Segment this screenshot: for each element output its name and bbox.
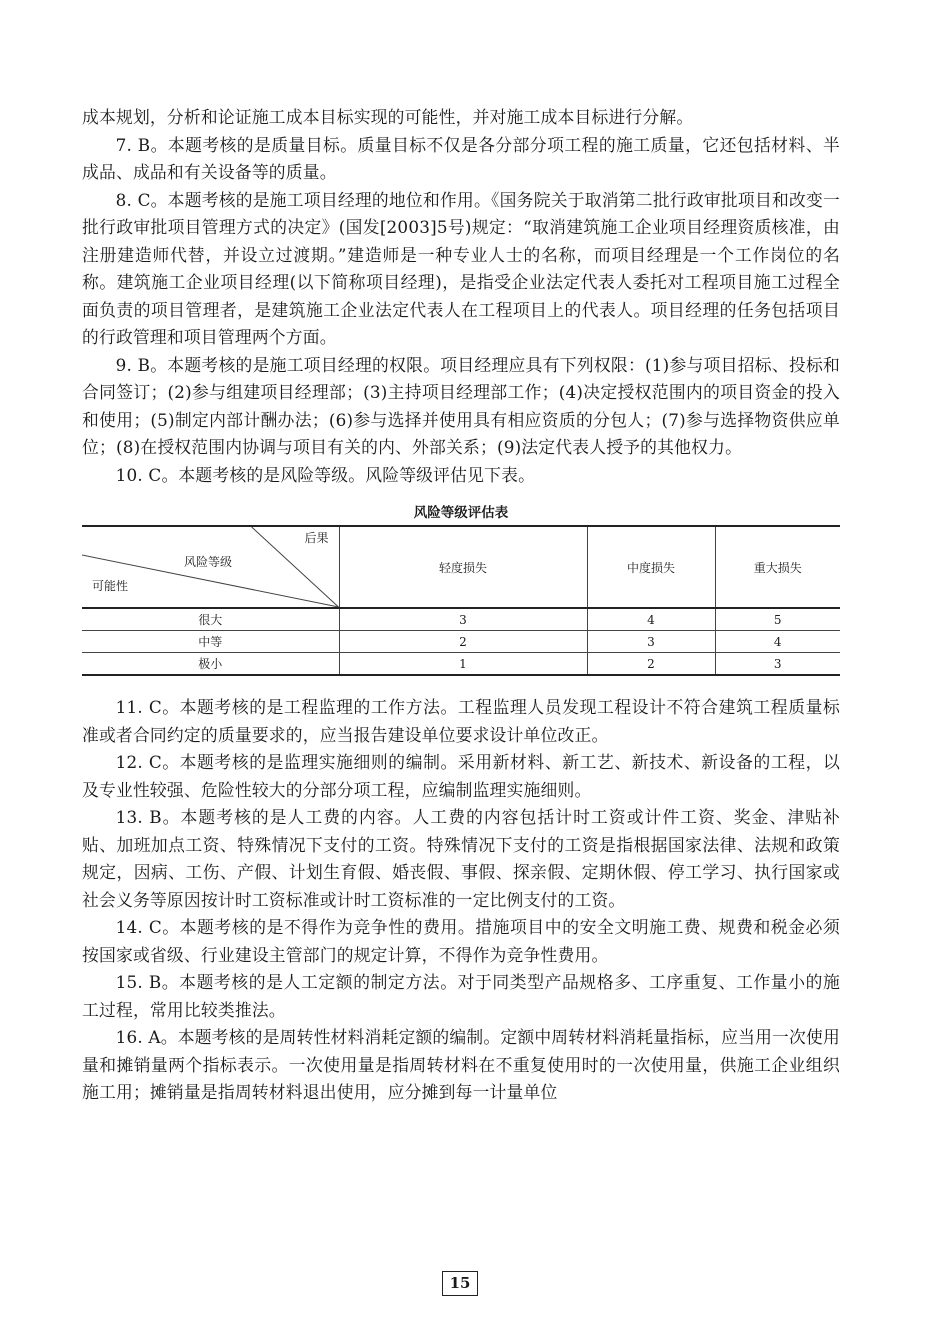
- table-cell: 1: [339, 653, 587, 676]
- table-header-row: [82, 526, 840, 608]
- table-row: [82, 653, 840, 676]
- table-cell: 4: [587, 608, 715, 631]
- risk-table-block: [82, 501, 840, 676]
- paragraph: 11. C。本题考核的是工程监理的工作方法。工程监理人员发现工程设计不符合建筑工程质量标准或者合同约定的质量要求的，应当报告建设单位要求设计单位改正。: [82, 697, 840, 745]
- table-cell: 5: [715, 608, 840, 631]
- col-header-minor-loss: 轻度损失: [339, 526, 587, 608]
- paragraphs-bottom: [82, 694, 840, 1107]
- paragraph: 12. C。本题考核的是监理实施细则的编制。采用新材料、新工艺、新技术、新设备的工程，以及专业性较强、危险性较大的分部分项工程，应编制监理实施细则。: [82, 752, 840, 800]
- table-cell: 3: [587, 631, 715, 653]
- risk-table: [82, 525, 840, 676]
- row-label: 很大: [82, 608, 339, 631]
- paragraph: 7. B。本题考核的是质量目标。质量目标不仅是各分部分项工程的施工质量，它还包括材料、半成品、成品和有关设备等的质量。: [82, 134, 840, 182]
- row-label: 极小: [82, 653, 339, 676]
- table-cell: 2: [587, 653, 715, 676]
- paragraph: 14. C。本题考核的是不得作为竞争性的费用。措施项目中的安全文明施工费、规费和税金必须按国家或省级、行业建设主管部门的规定计算，不得作为竞争性费用。: [82, 917, 840, 965]
- page-number: 15: [442, 1271, 478, 1296]
- paragraph: 15. B。本题考核的是人工定额的制定方法。对于同类型产品规格多、工序重复、工作量小的施工过程，常用比较类推法。: [82, 972, 840, 1020]
- col-header-major-loss: 重大损失: [715, 526, 840, 608]
- table-cell: 4: [715, 631, 840, 653]
- diag-label-possibility: 可能性: [92, 579, 129, 593]
- page-body: [82, 104, 840, 1107]
- paragraphs-top: [82, 104, 840, 489]
- diagonal-header-cell: [82, 526, 339, 608]
- col-header-moderate-loss: 中度损失: [587, 526, 715, 608]
- paragraph: 16. A。本题考核的是周转性材料消耗定额的编制。定额中周转材料消耗量指标，应当用一次使用量和摊销量两个指标表示。一次使用量是指周转材料在不重复使用时的一次使用量，供施工企业组织施工用；摊销量是指周转材料退出使用，应分摊到每一计量单位: [82, 1027, 840, 1102]
- paragraph: 成本规划，分析和论证施工成本目标实现的可能性，并对施工成本目标进行分解。: [82, 107, 694, 127]
- paragraph: 8. C。本题考核的是施工项目经理的地位和作用。《国务院关于取消第二批行政审批项目和改变一批行政审批项目管理方式的决定》(国发[2003]5号)规定：“取消建筑施工企业项目经理资质核准，由注册建造师代替，并设立过渡期。”建造师是一种专业人士的名称，而项目经理是一个工作岗位的名称。建筑施工企业项目经理(以下简称项目经理)，是指受企业法定代表人委托对工程项目施工过程全面负责的项目管理者，是建筑施工企业法定代表人在工程项目上的代表人。项目经理的任务包括项目的行政管理和项目管理两个方面。: [82, 189, 840, 347]
- table-cell: 2: [339, 631, 587, 653]
- diag-label-consequence: 后果: [304, 531, 329, 545]
- paragraph: 10. C。本题考核的是风险等级。风险等级评估见下表。: [115, 464, 536, 485]
- table-cell: 3: [339, 608, 587, 631]
- table-title: 风险等级评估表: [413, 505, 509, 521]
- table-row: [82, 631, 840, 653]
- diag-label-risk-level: 风险等级: [184, 555, 233, 569]
- row-label: 中等: [82, 631, 339, 653]
- table-row: [82, 608, 840, 631]
- paragraph: 13. B。本题考核的是人工费的内容。人工费的内容包括计时工资或计件工资、奖金、津贴补贴、加班加点工资、特殊情况下支付的工资。特殊情况下支付的工资是指根据国家法律、法规和政策规定，因病、工伤、产假、计划生育假、婚丧假、事假、探亲假、定期休假、停工学习、执行国家或社会义务等原因按计时工资标准或计时工资标准的一定比例支付的工资。: [82, 807, 840, 910]
- paragraph: 9. B。本题考核的是施工项目经理的权限。项目经理应具有下列权限：(1)参与项目招标、投标和合同签订；(2)参与组建项目经理部；(3)主持项目经理部工作；(4)决定授权范围内的项目资金的投入和使用；(5)制定内部计酬办法；(6)参与选择并使用具有相应资质的分包人；(7)参与选择物资供应单位；(8)在授权范围内协调与项目有关的内、外部关系；(9)法定代表人授予的其他权力。: [82, 354, 840, 457]
- table-cell: 3: [773, 656, 782, 671]
